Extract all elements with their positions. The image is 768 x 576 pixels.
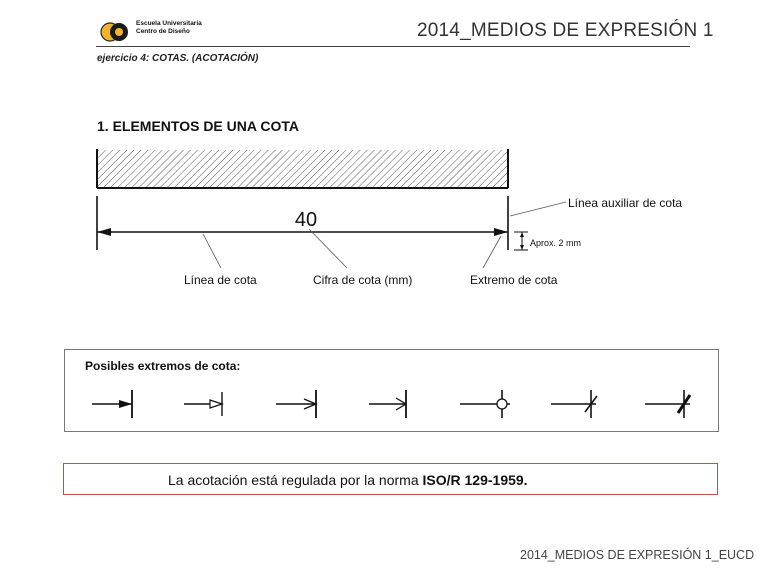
norm-standard: ISO/R 129-1959. [422, 472, 528, 488]
dimension-end-label: Extremo de cota [470, 273, 558, 287]
footer-label: 2014_MEDIOS DE EXPRESIÓN 1_EUCD [520, 548, 755, 562]
header-divider [96, 46, 690, 47]
end-open-arrow [184, 392, 222, 416]
end-line-arrow [369, 390, 406, 418]
end-slash [551, 390, 597, 418]
dimension-line-label: Línea de cota [184, 273, 257, 287]
school-name [136, 20, 202, 36]
end-filled-arrow [92, 390, 132, 418]
approx-label: Aprox. 2 mm [530, 238, 582, 248]
auxiliary-line-label: Línea auxiliar de cota [568, 196, 683, 210]
dimension-figure-label: Cifra de cota (mm) [313, 273, 413, 287]
end-thick-slash [645, 390, 690, 418]
norm-note-text: La acotación está regulada por la norma [168, 472, 423, 488]
end-thin-arrow [276, 390, 316, 418]
exercise-subtitle: ejercicio 4: COTAS. (ACOTACIÓN) [97, 53, 259, 64]
dimension-line-leader [203, 234, 221, 268]
course-title: 2014_MEDIOS DE EXPRESIÓN 1 [417, 20, 714, 41]
dimension-arrow-left [97, 228, 111, 236]
dimension-figure-leader [309, 229, 347, 268]
school-logo [100, 20, 130, 44]
dimension-ends-row [64, 380, 719, 430]
norm-note [168, 472, 528, 488]
dimension-value: 40 [294, 209, 318, 231]
school-name-line1: Escuela Universitaria [136, 20, 202, 27]
dimension-arrow-right [494, 228, 508, 236]
dimension-end-leader [483, 236, 501, 268]
section-heading: 1. ELEMENTOS DE UNA COTA [97, 118, 299, 134]
dimension-ends-title: Posibles extremos de cota: [85, 359, 241, 373]
school-name-line2: Centro de Diseño [136, 28, 190, 35]
hatched-part [97, 149, 508, 188]
auxiliary-leader [510, 202, 566, 216]
end-circle [460, 390, 510, 418]
dimension-diagram [80, 140, 740, 300]
